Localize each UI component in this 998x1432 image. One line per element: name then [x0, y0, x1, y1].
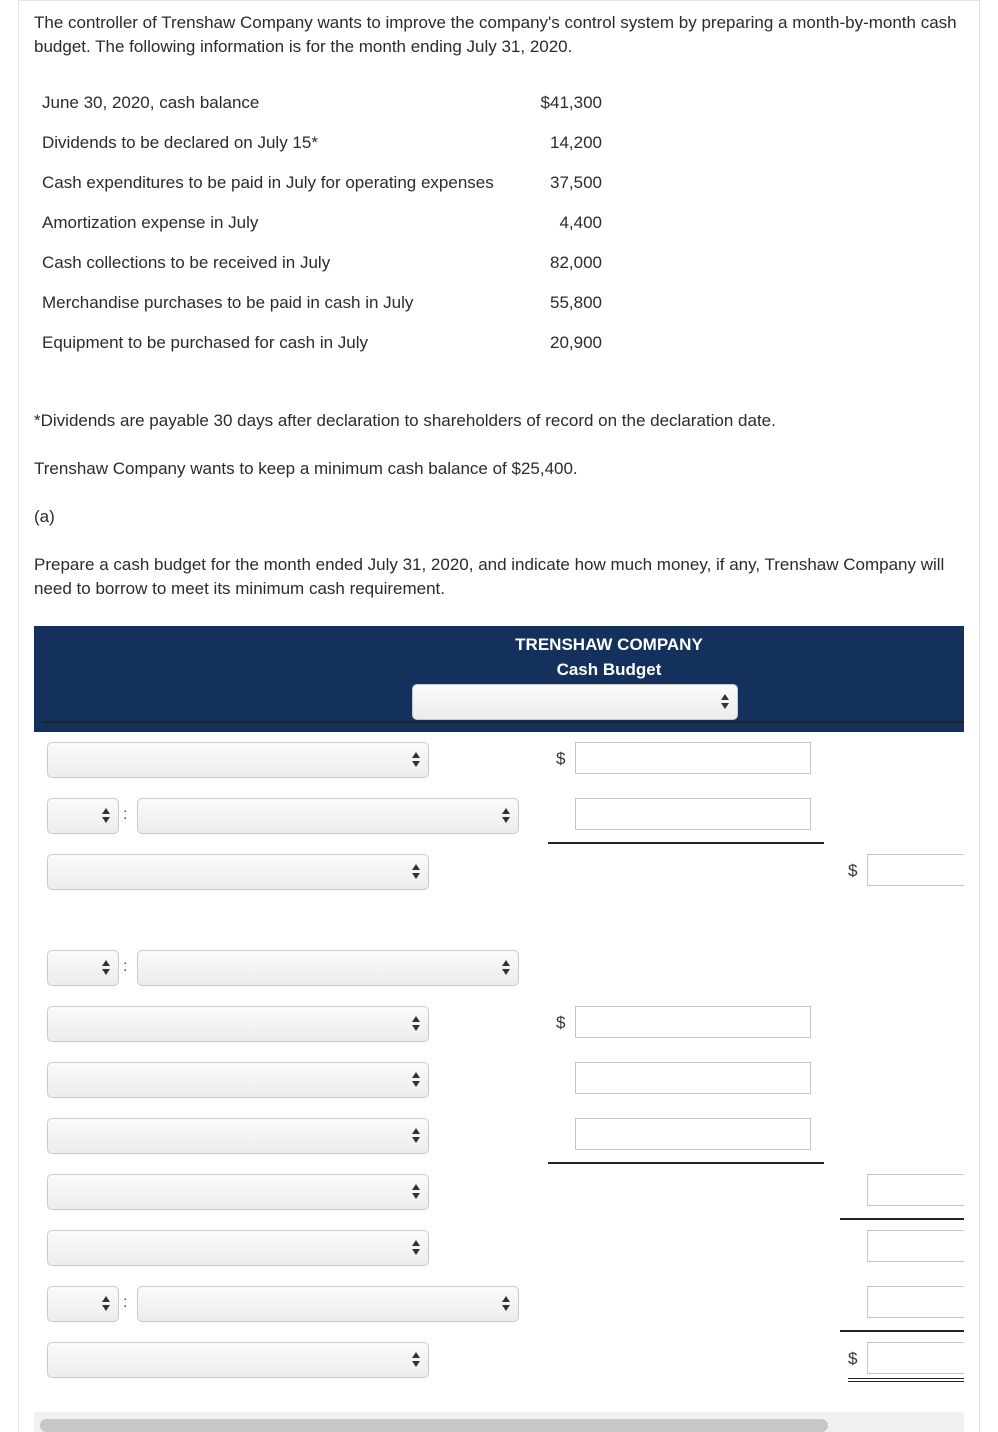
dollar-sign: $	[848, 1349, 858, 1368]
part-label: (a)	[34, 507, 55, 526]
info-value-amortization: 4,400	[559, 213, 602, 232]
horizontal-scrollbar-thumb[interactable]	[40, 1419, 828, 1432]
select-arrows-icon	[102, 807, 110, 825]
budget-row-9-select[interactable]	[47, 1230, 429, 1266]
problem-intro: The controller of Trenshaw Company wants to improve the company's control system by preparing a month-by-month cash budget. The following information is for the month ending July 31, 2020.	[34, 13, 957, 56]
select-arrows-icon	[412, 751, 420, 769]
double-rule-bottom	[848, 1381, 964, 1382]
info-label-cash-collections: Cash collections to be received in July	[42, 253, 331, 272]
budget-row-5-select[interactable]	[47, 1006, 429, 1042]
dividends-footnote: *Dividends are payable 30 days after declaration to shareholders of record on the declaration date.	[34, 411, 776, 430]
budget-row-7-input[interactable]	[575, 1118, 811, 1150]
select-arrows-icon	[412, 1127, 420, 1145]
budget-row-8-select[interactable]	[47, 1174, 429, 1210]
budget-row-7-select[interactable]	[47, 1118, 429, 1154]
select-arrows-icon	[412, 1015, 420, 1033]
info-label-equipment: Equipment to be purchased for cash in July	[42, 333, 369, 352]
budget-row-10-operator-select[interactable]	[47, 1286, 119, 1322]
info-value-equipment: 20,900	[550, 333, 602, 352]
info-value-dividends: 14,200	[550, 133, 602, 152]
budget-row-1-input[interactable]	[575, 742, 811, 774]
select-arrows-icon	[412, 1239, 420, 1257]
select-arrows-icon	[102, 1295, 110, 1313]
subtotal-rule	[548, 842, 824, 844]
budget-row-5-input[interactable]	[575, 1006, 811, 1038]
select-arrows-icon	[102, 959, 110, 977]
double-rule-top	[848, 1378, 964, 1379]
info-label-merchandise-purchases: Merchandise purchases to be paid in cash in July	[42, 293, 414, 312]
colon-separator: :	[123, 958, 128, 975]
budget-row-4-operator-select[interactable]	[47, 950, 119, 986]
select-arrows-icon	[412, 1351, 420, 1369]
budget-title: Cash Budget	[556, 660, 662, 679]
page-frame-top	[18, 0, 980, 1]
dollar-sign: $	[556, 1013, 566, 1032]
select-arrows-icon	[502, 1295, 510, 1313]
dollar-sign: $	[556, 749, 566, 768]
info-value-cash-balance: $41,300	[540, 93, 602, 112]
info-label-cash-balance: June 30, 2020, cash balance	[42, 93, 260, 112]
budget-row-10-total-input[interactable]	[867, 1286, 964, 1318]
budget-row-10-select[interactable]	[137, 1286, 519, 1322]
select-arrows-icon	[502, 959, 510, 977]
select-arrows-icon	[721, 693, 729, 711]
budget-row-3-total-input[interactable]	[867, 854, 964, 886]
budget-row-6-input[interactable]	[575, 1062, 811, 1094]
company-name: TRENSHAW COMPANY	[515, 635, 703, 654]
header-rule	[42, 721, 964, 723]
page-frame-left	[18, 0, 19, 1432]
total-rule	[840, 1218, 964, 1220]
info-label-operating-expenses: Cash expenditures to be paid in July for operating expenses	[42, 173, 494, 192]
colon-separator: :	[123, 806, 128, 823]
budget-row-4-select[interactable]	[137, 950, 519, 986]
budget-header	[34, 626, 964, 732]
info-value-merchandise-purchases: 55,800	[550, 293, 602, 312]
info-label-dividends: Dividends to be declared on July 15*	[42, 133, 318, 152]
budget-row-6-select[interactable]	[47, 1062, 429, 1098]
dollar-sign: $	[848, 861, 858, 880]
select-arrows-icon	[502, 807, 510, 825]
budget-row-9-total-input[interactable]	[867, 1230, 964, 1262]
period-select[interactable]	[412, 684, 738, 720]
select-arrows-icon	[412, 1071, 420, 1089]
select-arrows-icon	[412, 1183, 420, 1201]
page-frame-right	[979, 0, 980, 1432]
total-rule	[840, 1330, 964, 1332]
colon-separator: :	[123, 1294, 128, 1311]
subtotal-rule	[548, 1162, 824, 1164]
info-label-amortization: Amortization expense in July	[42, 213, 259, 232]
select-arrows-icon	[412, 863, 420, 881]
budget-row-11-total-input[interactable]	[867, 1342, 964, 1374]
instruction-text: Prepare a cash budget for the month ended July 31, 2020, and indicate how much money, if any, Trenshaw Company will need to borrow to meet its minimum cash requirement.	[34, 555, 945, 598]
budget-row-2-operator-select[interactable]	[47, 798, 119, 834]
info-value-cash-collections: 82,000	[550, 253, 602, 272]
budget-row-2-input[interactable]	[575, 798, 811, 830]
budget-row-2-select[interactable]	[137, 798, 519, 834]
info-value-operating-expenses: 37,500	[550, 173, 602, 192]
budget-row-8-total-input[interactable]	[867, 1174, 964, 1206]
budget-row-1-select[interactable]	[47, 742, 429, 778]
budget-row-11-select[interactable]	[47, 1342, 429, 1378]
minimum-cash-note: Trenshaw Company wants to keep a minimum cash balance of $25,400.	[34, 459, 578, 478]
budget-row-3-select[interactable]	[47, 854, 429, 890]
